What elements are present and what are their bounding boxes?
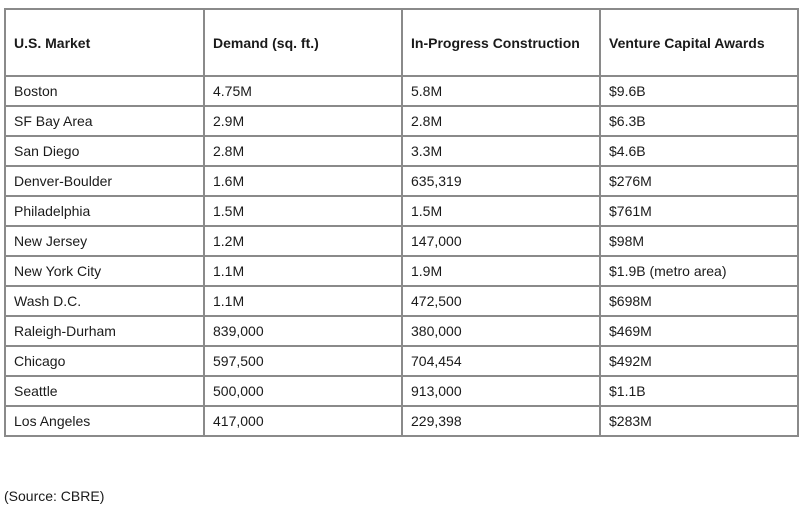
cell-venture-capital: $469M: [600, 316, 798, 346]
cell-venture-capital: $761M: [600, 196, 798, 226]
cell-demand: 597,500: [204, 346, 402, 376]
cell-market: Los Angeles: [5, 406, 204, 436]
cell-market: Seattle: [5, 376, 204, 406]
cell-construction: 635,319: [402, 166, 600, 196]
header-row: [5, 9, 798, 76]
table-row: [5, 166, 798, 196]
cell-venture-capital: $6.3B: [600, 106, 798, 136]
market-table-container: [4, 8, 797, 437]
header-venture-capital: Venture Capital Awards: [600, 9, 798, 76]
header-demand: Demand (sq. ft.): [204, 9, 402, 76]
cell-venture-capital: $1.1B: [600, 376, 798, 406]
cell-market: Raleigh-Durham: [5, 316, 204, 346]
cell-market: Philadelphia: [5, 196, 204, 226]
table-row: [5, 346, 798, 376]
cell-venture-capital: $98M: [600, 226, 798, 256]
cell-venture-capital: $492M: [600, 346, 798, 376]
cell-venture-capital: $276M: [600, 166, 798, 196]
cell-demand: 1.6M: [204, 166, 402, 196]
cell-venture-capital: $283M: [600, 406, 798, 436]
table-header: [5, 9, 798, 76]
cell-venture-capital: $4.6B: [600, 136, 798, 166]
cell-demand: 4.75M: [204, 76, 402, 106]
cell-venture-capital: $9.6B: [600, 76, 798, 106]
cell-market: Denver-Boulder: [5, 166, 204, 196]
market-table: [4, 8, 799, 437]
table-row: [5, 256, 798, 286]
table-row: [5, 226, 798, 256]
cell-construction: 5.8M: [402, 76, 600, 106]
cell-market: Wash D.C.: [5, 286, 204, 316]
cell-demand: 1.1M: [204, 256, 402, 286]
cell-market: Chicago: [5, 346, 204, 376]
cell-market: Boston: [5, 76, 204, 106]
cell-demand: 1.1M: [204, 286, 402, 316]
cell-demand: 500,000: [204, 376, 402, 406]
cell-construction: 704,454: [402, 346, 600, 376]
cell-venture-capital: $1.9B (metro area): [600, 256, 798, 286]
cell-demand: 2.8M: [204, 136, 402, 166]
cell-construction: 229,398: [402, 406, 600, 436]
table-row: [5, 196, 798, 226]
cell-construction: 913,000: [402, 376, 600, 406]
cell-market: SF Bay Area: [5, 106, 204, 136]
cell-construction: 380,000: [402, 316, 600, 346]
source-note: (Source: CBRE): [4, 488, 105, 504]
cell-construction: 472,500: [402, 286, 600, 316]
table-row: [5, 76, 798, 106]
header-construction: In-Progress Construction: [402, 9, 600, 76]
table-row: [5, 376, 798, 406]
cell-demand: 1.2M: [204, 226, 402, 256]
cell-market: San Diego: [5, 136, 204, 166]
cell-demand: 2.9M: [204, 106, 402, 136]
table-row: [5, 406, 798, 436]
table-row: [5, 106, 798, 136]
cell-construction: 1.9M: [402, 256, 600, 286]
cell-construction: 147,000: [402, 226, 600, 256]
cell-market: New York City: [5, 256, 204, 286]
cell-market: New Jersey: [5, 226, 204, 256]
table-body: [5, 76, 798, 436]
cell-demand: 417,000: [204, 406, 402, 436]
table-row: [5, 136, 798, 166]
cell-construction: 3.3M: [402, 136, 600, 166]
cell-construction: 2.8M: [402, 106, 600, 136]
table-row: [5, 316, 798, 346]
cell-demand: 839,000: [204, 316, 402, 346]
table-row: [5, 286, 798, 316]
cell-demand: 1.5M: [204, 196, 402, 226]
cell-construction: 1.5M: [402, 196, 600, 226]
header-market: U.S. Market: [5, 9, 204, 76]
cell-venture-capital: $698M: [600, 286, 798, 316]
